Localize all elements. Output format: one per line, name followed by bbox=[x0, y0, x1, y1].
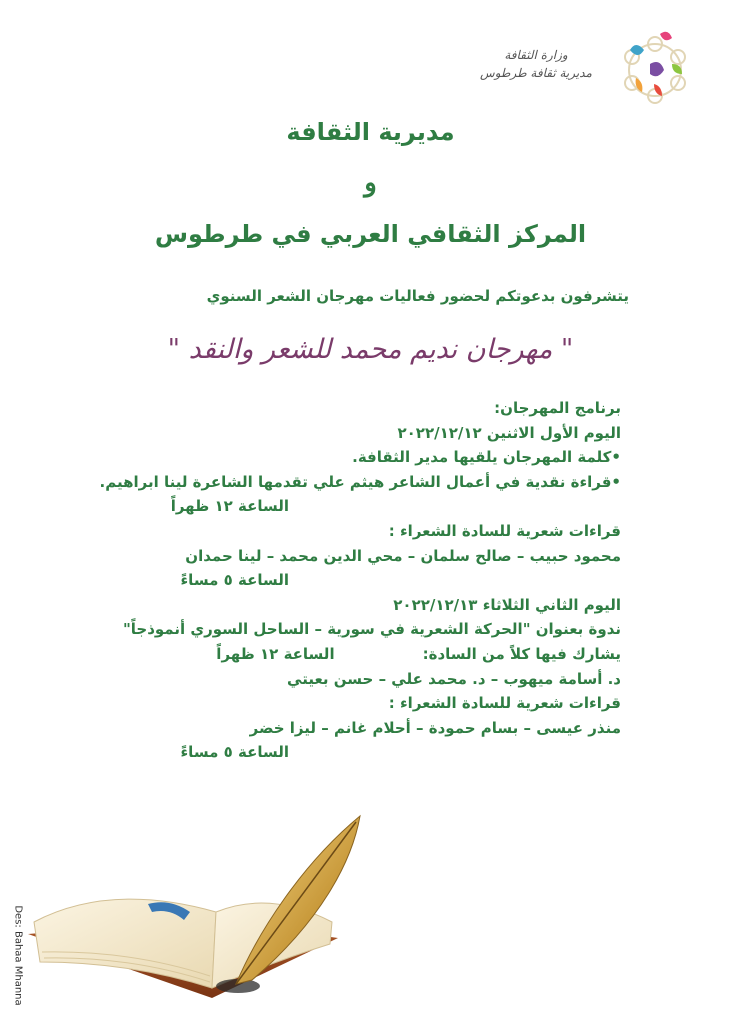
day1-time-1-text: الساعة ١٢ ظهراً bbox=[170, 497, 289, 516]
day1-title: اليوم الأول الاثنين ٢٠٢٢/١٢/١٢ bbox=[397, 423, 621, 442]
ministry-caption bbox=[470, 46, 602, 82]
day1-time-2-text: الساعة ٥ مساءً bbox=[180, 571, 289, 590]
day1-item-2: •قراءة نقدية في أعمال الشاعر هيثم علي تقدمها الشاعرة لينا ابراهيم. bbox=[99, 472, 621, 491]
day2-participants-row bbox=[101, 642, 621, 667]
day1-item-1: •كلمة المهرجان يلقيها مدير الثقافة. bbox=[352, 448, 621, 467]
day1-readings-heading: قراءات شعرية للسادة الشعراء : bbox=[388, 521, 621, 540]
program-heading: برنامج المهرجان: bbox=[494, 399, 621, 417]
festival-name: " مهرجان نديم محمد للشعر والنقد " bbox=[167, 334, 574, 365]
title-directorate: مديرية الثقافة bbox=[286, 118, 455, 146]
day2-time-2-text: الساعة ٥ مساءً bbox=[180, 743, 289, 762]
culture-logo-icon bbox=[612, 20, 698, 116]
title-conjunction: و bbox=[364, 168, 377, 198]
day1-time-2 bbox=[101, 568, 621, 593]
title-cultural-center: المركز الثقافي العربي في طرطوس bbox=[154, 220, 587, 248]
designer-credit: Des: Bahaa Mhanna bbox=[12, 905, 24, 1006]
day2-participants: د. أسامة ميهوب – د. محمد علي – حسن بعيتي bbox=[287, 669, 621, 688]
day2-time-1: الساعة ١٢ ظهراً bbox=[216, 644, 335, 663]
day2-title: اليوم الثاني الثلاثاء ٢٠٢٢/١٢/١٣ bbox=[393, 595, 621, 614]
day2-seminar: ندوة بعنوان "الحركة الشعرية في سورية – الساحل السوري أنموذجاً" bbox=[122, 620, 621, 639]
invitation-text: يتشرفون بدعوتكم لحضور فعاليات مهرجان الشعر السنوي bbox=[206, 287, 629, 305]
ministry-line-1: وزارة الثقافة bbox=[504, 48, 568, 62]
day2-time-2 bbox=[101, 740, 621, 765]
day1-poets: محمود حبيب – صالح سلمان – محي الدين محمد – لينا حمدان bbox=[185, 546, 621, 565]
day2-poets: منذر عيسى – بسام حمودة – أحلام غانم – ليزا خضر bbox=[249, 718, 621, 737]
book-quill-illustration bbox=[20, 812, 380, 1002]
ministry-line-2: مديرية ثقافة طرطوس bbox=[480, 66, 592, 80]
day1-time-1 bbox=[101, 494, 621, 519]
day2-readings-heading: قراءات شعرية للسادة الشعراء : bbox=[388, 694, 621, 713]
festival-program bbox=[101, 396, 621, 765]
day2-participants-label: يشارك فيها كلاً من السادة: bbox=[422, 644, 621, 663]
